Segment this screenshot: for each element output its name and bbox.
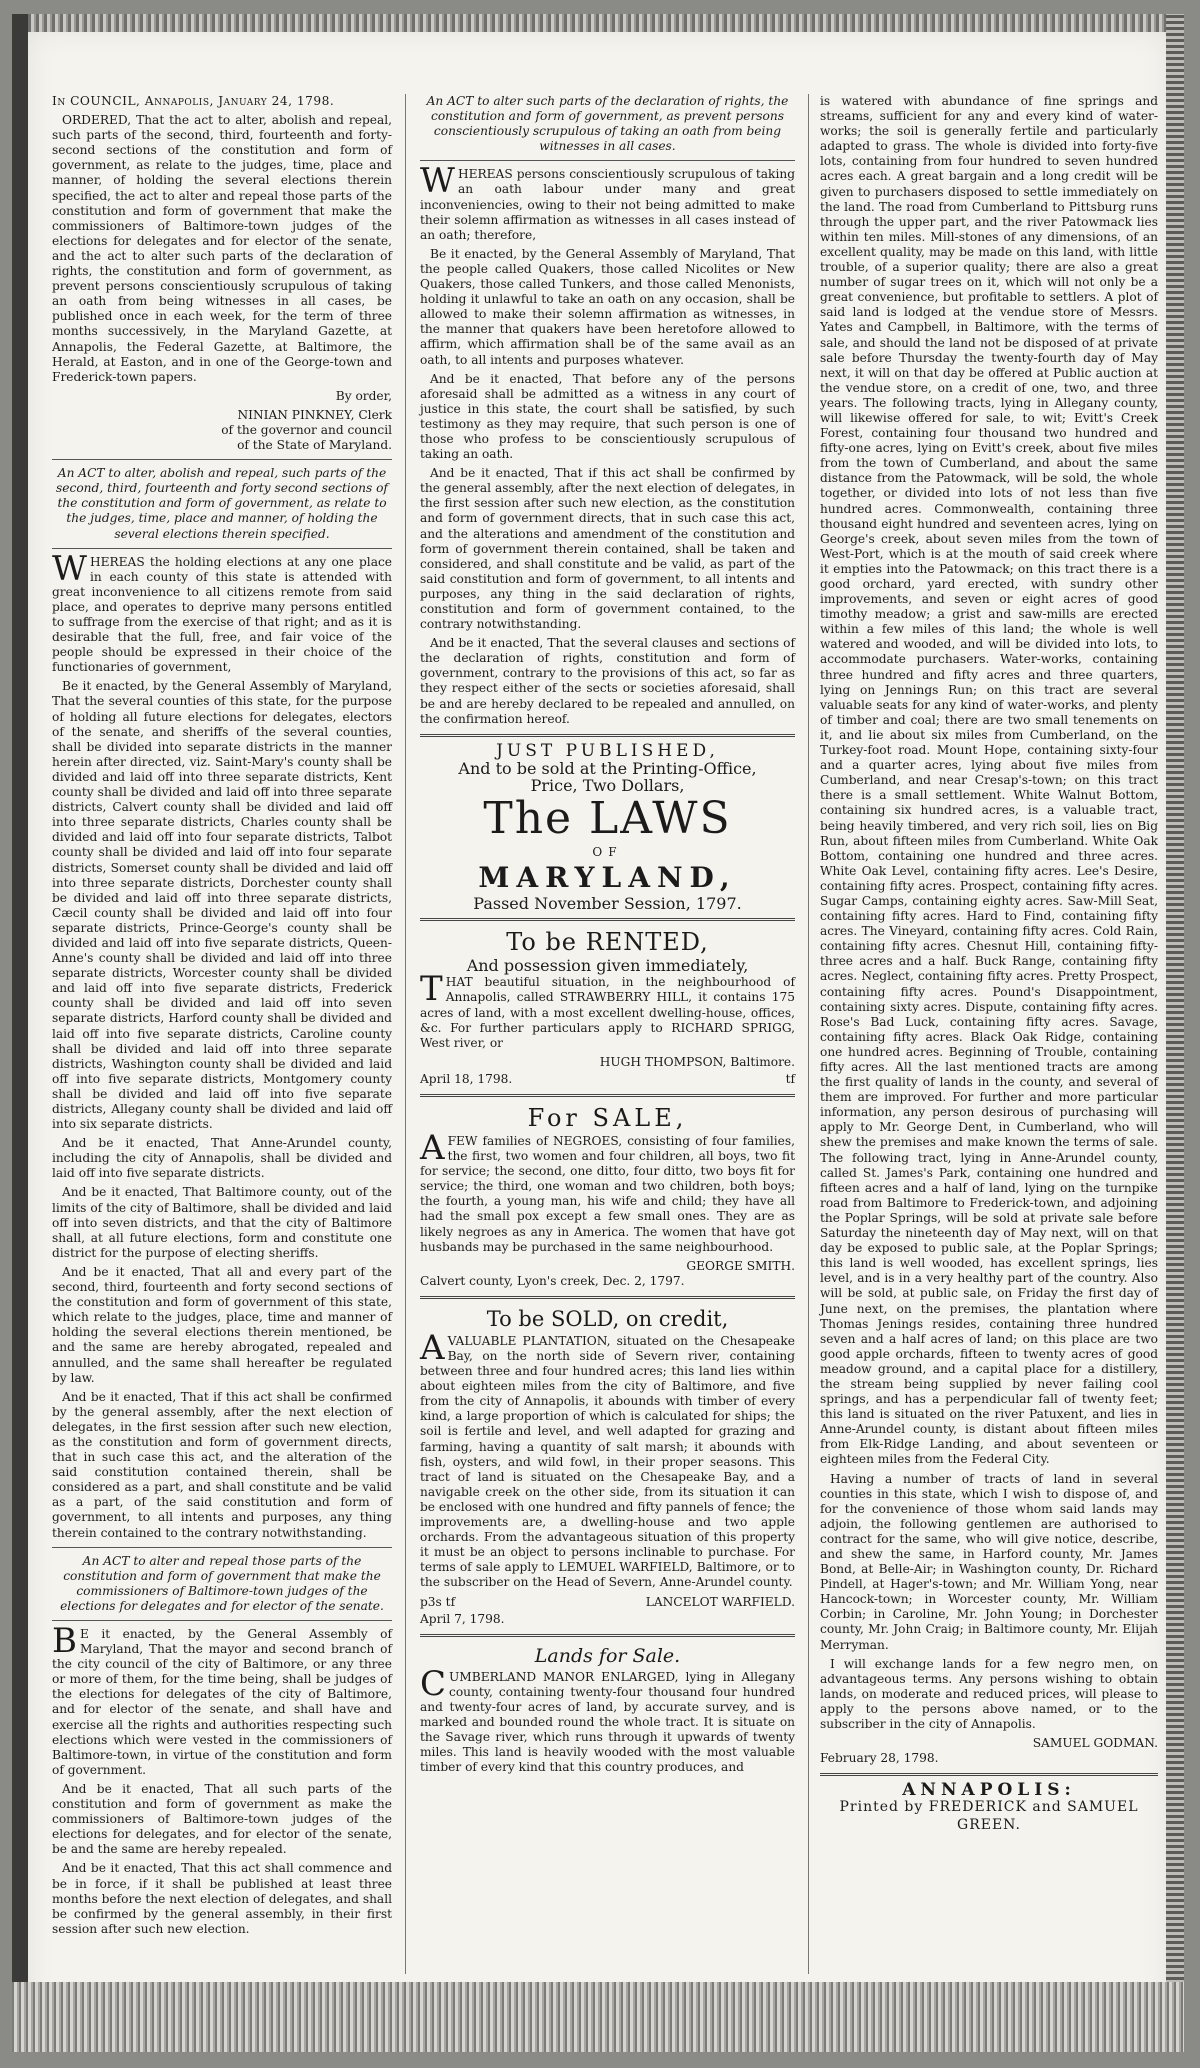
sale-advertisement xyxy=(420,1104,795,1289)
act-section: And be it enacted, That all and every part of the second, third, fourteenth and forty second sections of the constitution and form of government of this state, which relate to the judges, place, time and manner of holding the several elections therein mentioned, be and the same are hereby abrogated, repealed and annulled, and the same shall hereafter be regulated by law. xyxy=(52,1264,392,1385)
ad-line: OF xyxy=(592,845,623,860)
rent-advertisement xyxy=(420,928,795,1087)
act-section: And be it enacted, That the several clauses and sections of the declaration of rights, constitution and form of government, contrary to the provisions of this act, so far as they respect either of the sects or societies aforesaid, shall be and are hereby declared to be repealed and annulled, on the confirmation hereof. xyxy=(420,636,795,726)
ad-line: Passed November Session, 1797. xyxy=(473,894,742,914)
ad-dateline xyxy=(420,1072,795,1087)
act-title: An ACT to alter, abolish and repeal, such parts of the second, third, fourteenth and forty second sections of the constitution and form of government, as relate to the judges, time, place and manner, of holding the several elections therein specified. xyxy=(56,466,388,541)
lands-agents: Having a number of tracts of land in several counties in this state, which I wish to dispose of, and for the convenience of those whom said lands may adjoin, the following gentlemen are authorised to contract for the same, who will give notice, describe, and shew the same, in Harford county, Mr. James Bond, at Belle-Air; in Washington county, Dr. Richard Pindell, at Hager's-town; and Mr. William Yong, near Hancock-town; in Worcester county, Mr. William Corbin; in Caroline, Mr. John Young; in Dorchester county, Mr. John Craig; in Baltimore county, Mr. Elijah Merryman. xyxy=(820,1471,1158,1652)
sold-advertisement xyxy=(420,1306,795,1627)
act-section: And be it enacted, That Anne-Arundel county, including the city of Annapolis, shall be divided and laid off into five separate districts. xyxy=(52,1136,392,1181)
ad-place: Calvert county, Lyon's creek, Dec. 2, 1797. xyxy=(420,1273,685,1288)
ad-title: To be SOLD, on credit, xyxy=(486,1306,729,1331)
act-title: An ACT to alter and repeal those parts of the constitution and form of government that make the commissioners of Baltimore-town judges of the elections for delegates and for elector of the senate. xyxy=(60,1553,384,1613)
lands-advertisement xyxy=(420,1644,795,1776)
ad-mark: tf xyxy=(785,1071,795,1086)
divider xyxy=(420,734,795,737)
imprint-printers: Printed by FREDERICK and SAMUEL xyxy=(839,1799,1139,1816)
divider xyxy=(52,1620,392,1621)
lands-exchange: I will exchange lands for a few negro men, on advantageous terms. Any persons wishing to obtain lands, on moderate and reduced prices, will please to apply to the persons above named, or to the subscriber in the city of Annapolis. xyxy=(820,1656,1158,1732)
divider xyxy=(420,1094,795,1097)
column-rule xyxy=(808,94,809,1974)
ad-title: Lands for Sale. xyxy=(534,1644,681,1667)
ad-title: To be RENTED, xyxy=(506,928,709,957)
column-right xyxy=(820,94,1158,1835)
ad-body: CUMBERLAND MANOR ENLARGED, lying in Allegany county, containing twenty-four thousand four hundred and twenty-four acres of land, by accurate survey, and is marked and bounded round the whole tract. It is situate on the Savage river, which runs through it upwards of twenty miles. This land is heavily wooded with the most valuable timber of every kind that this country produces, and xyxy=(420,1663,795,1775)
act-section: Be it enacted, by the General Assembly of Maryland, That the people called Quakers, those called Nicolites or New Quakers, those called Tunkers, and those called Menonists, holding it unlawful to take an oath on any occasion, shall be allowed to make their solemn affirmation as witnesses, in the manner that quakers have been heretofore allowed to affirm, which affirmation shall be of the same avail as an oath, to all intents and purposes whatever. xyxy=(420,246,795,367)
ad-line: And to be sold at the Printing-Office, xyxy=(458,758,757,778)
ad-signer: LANCELOT WARFIELD. xyxy=(645,1594,795,1609)
council-heading: In COUNCIL, Annapolis, January 24, 1798. xyxy=(52,94,335,108)
ad-body: AVALUABLE PLANTATION, situated on the Chesapeake Bay, on the north side of Severn river, containing between three and four hundred acres; this land lies within about eighteen miles from the city of Baltimore, and five from the city of Annapolis, it abounds with timber of every kind, a large proportion of which is calculated for ships; the soil is fertile and level, and well adapted for grazing and farming, having a quantity of salt marsh; it abounds with fish, oysters, and wild fowl, in their proper seasons. This tract of land is situated on the Chesapeake Bay, and a navigable creek on the other side, from its situation it can be enclosed with one hundred and fifty pannels of fence; the improvements are, a dwelling-house and two apple orchards. From the advantageous situation of this property it must be an object to persons inclinable to purchase. For terms of sale apply to LEMUEL WARFIELD, Baltimore, or to the subscriber on the Head of Severn, Anne-Arundel county. xyxy=(420,1327,795,1590)
ad-body: AFEW families of NEGROES, consisting of four families, the first, two women and four children, all boys, two fit for service; the second, one ditto, four ditto, two boys fit for service; the third, one woman and two children, both boys; the fourth, a young man, his wife and child; they have all had the small pox except a few small ones. They are as likely negroes as any in America. The women that have got husbands may be purchased in the same neighbourhood. xyxy=(420,1127,795,1254)
ad-signline xyxy=(420,1595,795,1610)
divider xyxy=(820,1773,1158,1776)
act-preamble: WHEREAS the holding elections at any one place in each county of this state is attended with great inconvenience to all citizens remote from said place, and operates to deprive many persons entitled to suffrage from the exercise of that right; and as it is desirable that the full, free, and fair voice of the people should be expressed in their choice of the functionaries of government, xyxy=(52,548,392,675)
lands-continued: is watered with abundance of fine springs and streams, sufficient for any and every kind of water-works; the soil is generally fertile and particularly adapted to grass. The whole is divided into forty-five lots, containing from four hundred to seven hundred acres each. A great bargain and a long credit will be given to purchasers disposed to settle immediately on the land. The road from Cumberland to Pittsburg runs through the upper part, and the river Patowmack lies within ten miles. Mill-stones of any dimensions, of an excellent quality, may be made on this land, with little trouble, of a superior quality; there are also a great number of sugar trees on it, which will not only be a great convenience, but profitable to settlers. A plot of said land is lodged at the vendue store of Messrs. Yates and Campbell, in Baltimore, with the terms of sale, and should the land not be disposed of at private sale before Thursday the twenty-fourth day of May next, it will on that day be offered at Public auction at the vendue store, on a credit of one, two, and three years. The following tracts, lying in Allegany county, will likewise offered for sale, to wit; Evitt's Creek Forest, containing four thousand two hundred and fifty-one acres, lying on Evitt's creek, about five miles from the town of Cumberland, and about the same distance from the Patowmack, will be sold, the whole together, or divided into lots of not less than five hundred acres. Commonwealth, containing three thousand eight hundred and seventeen acres, lying on George's creek, about seven miles from the town of West-Port, which is at the mouth of said creek where it empties into the Patowmack; on this tract there is a good orchard, yard erected, with sundry other improvements, and seven or eight acres of good timothy meadow; a grist and saw-mills are erected within a few miles of this land; the whole is well watered and wooded, and will be divided into lots, to accommodate purchasers. Water-works, containing three hundred and fifty acres and three quarters, lying on Jennings Run; on this tract are several valuable seats for any kind of water-works, and plenty of timber and coal; there are two small tenements on it, and lie about six miles from Cumberland, on the Turkey-foot road. Mount Hope, containing sixty-four and a quarter acres, lying about five miles from Cumberland, and near Cresap's-town; on this tract there is a small settlement. White Walnut Bottom, containing six hundred acres, is a valuable tract, being heavily timbered, and very rich soil, lies on Big Run, about fifteen miles from Cumberland. White Oak Bottom, containing one hundred and three acres. White Oak Level, containing fifty acres. Lee's Desire, containing fifty acres. Prospect, containing fifty acres. Sugar Camps, containing eighty acres. Saw-Mill Seat, containing fifty acres. Hard to Find, containing fifty acres. The Vineyard, containing fifty acres. Cold Rain, containing fifty acres. Chesnut Hill, containing fifty-three acres and a half. Buck Range, containing fifty acres. Neglect, containing fifty acres. Pretty Prospect, containing fifty acres. Pound's Disappointment, containing sixty acres. Dispute, containing fifty acres. Rose's Bad Luck, containing fifty acres. Savage, containing fifty acres. Black Oak Ridge, containing one hundred acres. Beginning of Trouble, containing fifty acres. All the last mentioned tracts are among the first quality of lands in the county, and several of them are improved. For further and more particular information, any person desirous of purchasing will apply to Mr. George Dent, in Cumberland, who will shew the premises and make known the terms of sale. The following tract, lying in Anne-Arundel county, called St. James's Park, containing one hundred and fifteen acres and a half of land, lying on the turnpike road from Baltimore to Frederick-town, and adjoining the Poplar Springs, will be sold at private sale before Saturday the nineteenth day of May next, will on that day be exposed to public sale, at the Poplar Springs; this land is well wooded, has excellent springs, lies level, and is in a very healthy part of the country. Also will be sold, at public sale, on Friday the first day of June next, on the premises, the plantation where Thomas Jenings resides, containing three hundred seven and a half acres of land; on this place are two good apple orchards, fifteen to twenty acres of good meadow ground, and a capital place for a distillery, the stream being supplied by never failing cool springs, and has a perpendicular fall of twenty feet; this land is situated on the river Patuxent, and lies in Anne-Arundel county, is distant about fifteen miles from Elk-Ridge Landing, and about seventeen or eighteen miles from the Federal City. xyxy=(820,94,1158,1467)
act-section: Be it enacted, by the General Assembly of Maryland, That the several counties of this state, for the purpose of holding all future elections for delegates, electors of the senate, and sheriffs of the several counties, shall be divided into separate districts in the manner herein after directed, viz. Saint-Mary's county shall be divided and laid off into three separate districts, Kent county shall be divided and laid off into three separate districts, Calvert county shall be divided and laid off into three separate districts, Charles county shall be divided and laid off into four separate districts, Talbot county shall be divided and laid off into four separate districts, Somerset county shall be divided and laid off into three separate districts, Dorchester county shall be divided and laid off into three separate districts, Cæcil county shall be divided and laid off into four separate districts, Prince-George's county shall be divided and laid off into five separate districts, Queen-Anne's county shall be divided and laid off into three separate districts, Worcester county shall be divided and laid off into five separate districts, Frederick county shall be divided and laid off into seven separate districts, Harford county shall be divided and laid off into five separate districts, Caroline county shall be divided and laid off into three separate districts, Washington county shall be divided and laid off into five separate districts, Montgomery county shall be divided and laid off into five separate districts, Allegany county shall be divided and laid off into six separate districts. xyxy=(52,679,392,1132)
newspaper-page xyxy=(12,14,1184,2052)
ad-line: Price, Two Dollars, xyxy=(530,775,685,795)
act-section: And be it enacted, That Baltimore county, out of the limits of the city of Baltimore, shall be divided and laid off into seven districts, and that the city of Baltimore shall, at all future elections, form and constitute one district for the purpose of electing sheriffs. xyxy=(52,1185,392,1260)
act-section: And be it enacted, That all such parts of the constitution and form of government as make the commissioners of Baltimore-town judges of the elections for delegates, and for elector of the senate, be and the same are hereby repealed. xyxy=(52,1781,392,1857)
column-rule xyxy=(405,94,406,1974)
laws-advertisement xyxy=(420,740,795,914)
ad-line: And possession given immediately, xyxy=(466,956,749,976)
divider xyxy=(420,160,795,161)
divider xyxy=(52,459,392,460)
divider xyxy=(52,548,392,549)
divider xyxy=(420,1634,795,1637)
ad-mark: p3s tf xyxy=(420,1594,456,1609)
ad-title: The LAWS xyxy=(483,793,732,845)
ad-date: April 18, 1798. xyxy=(420,1071,513,1086)
act-section: And be it enacted, That if this act shall be confirmed by the general assembly, after the next election of delegates, in the first session after such new election, as the constitution and form of government directs, that in such case this act, and the alterations and amendment of the constitution and form of government therein contained, shall be taken and considered, and shall constitute and be valid, as part of the said constitution and form of government, to all intents and purposes, any thing in the said declaration of rights, constitution and form of government contained, to the contrary notwithstanding. xyxy=(420,466,795,632)
scan-right-edge xyxy=(1166,14,1184,2052)
divider xyxy=(52,1547,392,1548)
ad-signer: SAMUEL GODMAN. xyxy=(1032,1736,1158,1751)
ad-line: JUST PUBLISHED, xyxy=(496,740,719,761)
scan-bottom-edge xyxy=(12,1982,1184,2052)
column-left xyxy=(52,94,392,1941)
divider xyxy=(420,1296,795,1299)
council-order: ORDERED, That the act to alter, abolish and repeal, such parts of the second, third, fourteenth and forty-second sections of the constitution and form of government, as relate to the judges, time, place and manner, of holding the several elections therein specified, the act to alter and repeal those parts of the constitution and form of government that make the commissioners of Baltimore-town judges of the elections for delegates and for elector of the senate, and the act to alter such parts of the declaration of rights, the constitution and form of government, as prevent persons conscientiously scrupulous of taking an oath from being witnesses in all cases, be published once in each week, for the term of three months successively, in the Maryland Gazette, at Annapolis, the Federal Gazette, at Baltimore, the Herald, at Easton, and in one of the George-town and Frederick-town papers. xyxy=(52,113,392,384)
ad-title: For SALE, xyxy=(527,1103,688,1132)
act-section: And be it enacted, That this act shall commence and be in force, if it shall be published at least three months before the next election of delegates, and shall be confirmed by the general assembly, in their first session after such new election. xyxy=(52,1861,392,1936)
imprint-city: ANNAPOLIS: xyxy=(902,1780,1076,1801)
ad-date: April 7, 1798. xyxy=(420,1611,505,1626)
ad-date: February 28, 1798. xyxy=(820,1751,939,1766)
ad-signer: GEORGE SMITH. xyxy=(686,1258,795,1273)
ad-title: MARYLAND, xyxy=(478,861,737,895)
ad-signer: HUGH THOMPSON, Baltimore. xyxy=(599,1054,795,1069)
column-middle xyxy=(420,94,795,1779)
divider xyxy=(420,918,795,921)
ad-body: THAT beautiful situation, in the neighbourhood of Annapolis, called STRAWBERRY HILL, it contains 175 acres of land, with a most excellent dwelling-house, offices, &c. For further particulars apply to RICHARD SPRIGG, West river, or xyxy=(420,969,795,1050)
scan-top-edge xyxy=(12,14,1184,32)
by-order: By order, xyxy=(335,388,392,403)
act-section: And be it enacted, That before any of the persons aforesaid shall be admitted as a witness in any court of justice in this state, the court shall be satisfied, by such testimony as they may require, that such person is one of those who profess to be conscientiously scrupulous of taking an oath. xyxy=(420,371,795,462)
clerk-title: of the governor and council xyxy=(221,422,392,437)
act-section: And be it enacted, That if this act shall be confirmed by the general assembly, after the next election of delegates, in the first session after such new election, as the constitution and form of government directs, that in such case this act, and the alteration of the said constitution contained therein, shall be considered as a part, and shall constitute and be valid as a part, of the said constitution and form of government, to all intents and purposes, any thing therein contained to the contrary notwithstanding. xyxy=(52,1389,392,1540)
act-title: An ACT to alter such parts of the declaration of rights, the constitution and form of government, as prevent persons conscientiously scrupulous of taking an oath from being witnesses in all cases. xyxy=(426,94,789,154)
act-preamble: WHEREAS persons conscientiously scrupulous of taking an oath labour under many and great inconveniencies, owing to their not being admitted to make their solemn affirmation as witnesses in all cases instead of an oath; therefore, xyxy=(420,161,795,242)
imprint xyxy=(820,1780,1158,1833)
imprint-printers: GREEN. xyxy=(957,1816,1021,1833)
clerk-signature: NINIAN PINKNEY, Clerk xyxy=(237,407,392,422)
scan-left-edge xyxy=(12,14,28,2052)
clerk-title: of the State of Maryland. xyxy=(237,438,392,453)
act-section: BE it enacted, by the General Assembly of Maryland, That the mayor and second branch of the city council of the city of Baltimore, or any three or more of them, for the time being, shall be judges of the elections for delegates of the city of Baltimore, and for elector of the senate, and shall have and exercise all the rights and authorities respecting such elections which were vested in the commissioners of Baltimore-town, in virtue of the constitution and form of government. xyxy=(52,1621,392,1777)
